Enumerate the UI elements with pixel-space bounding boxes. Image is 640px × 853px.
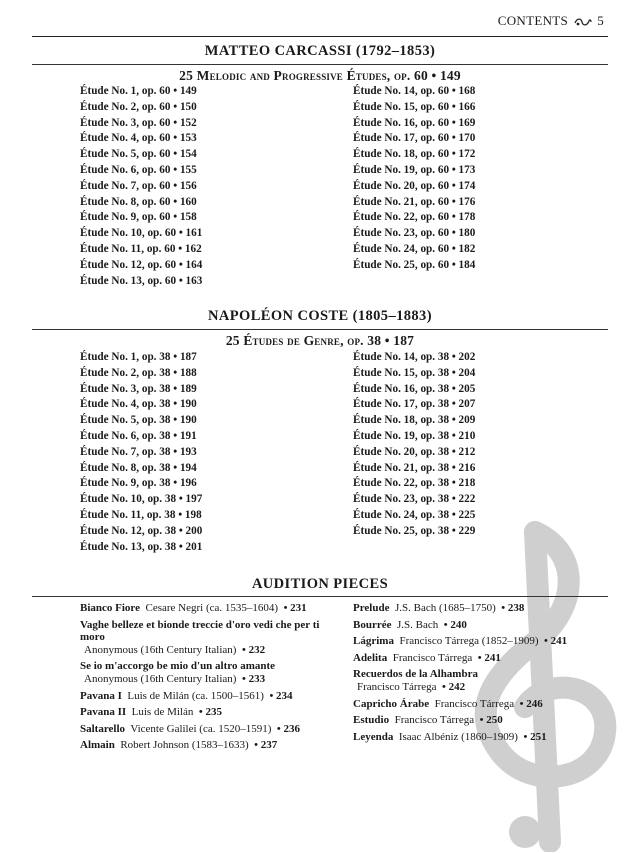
carcassi-left-list	[80, 84, 202, 289]
page-number: 5	[597, 13, 604, 28]
list-item: Étude No. 12, op. 38 • 200	[80, 524, 203, 537]
list-item: Almain Robert Johnson (1583–1633) • 237	[80, 739, 278, 752]
list-item: Adelita Francisco Tárrega • 241	[353, 651, 501, 664]
audition-right-list	[353, 602, 603, 747]
list-item: Étude No. 18, op. 60 • 172	[353, 148, 476, 161]
list-item: Étude No. 20, op. 38 • 212	[353, 445, 476, 458]
list-item: Étude No. 13, op. 60 • 163	[80, 274, 203, 287]
list-item: Étude No. 5, op. 38 • 190	[80, 414, 197, 427]
coste-left-list	[80, 350, 202, 555]
list-item: Leyenda Isaac Albéniz (1860–1909) • 251	[353, 730, 547, 743]
list-item: Recuerdos de la Alhambra Francisco Tárrega • 242	[353, 668, 478, 693]
coste-right-list	[353, 350, 475, 540]
list-item: Étude No. 11, op. 60 • 162	[80, 242, 202, 255]
carcassi-right-list	[353, 84, 475, 274]
list-item: Étude No. 19, op. 38 • 210	[353, 429, 476, 442]
list-item: Étude No. 14, op. 60 • 168	[353, 85, 476, 97]
list-item: Étude No. 2, op. 38 • 188	[80, 366, 197, 379]
list-item: Étude No. 15, op. 60 • 166	[353, 100, 476, 113]
list-item: Étude No. 25, op. 38 • 229	[353, 524, 476, 537]
list-item: Étude No. 1, op. 38 • 187	[80, 351, 197, 363]
audition-heading: AUDITION PIECES	[251, 576, 389, 592]
list-item: Étude No. 10, op. 38 • 197	[80, 493, 203, 506]
list-item: Pavana II Luis de Milán • 235	[80, 706, 222, 719]
list-item: Étude No. 4, op. 60 • 153	[80, 132, 197, 145]
list-item: Étude No. 5, op. 60 • 154	[80, 148, 197, 161]
flourish-icon	[574, 17, 592, 27]
list-item: Étude No. 16, op. 38 • 205	[353, 382, 476, 395]
list-item: Étude No. 20, op. 60 • 174	[353, 179, 476, 192]
list-item: Étude No. 9, op. 38 • 196	[80, 477, 197, 490]
audition-left-list	[80, 602, 342, 756]
list-item: Bourrée J.S. Bach • 240	[353, 618, 467, 631]
list-item: Étude No. 3, op. 60 • 152	[80, 116, 197, 129]
list-item: Étude No. 8, op. 38 • 194	[80, 461, 197, 474]
list-item: Étude No. 14, op. 38 • 202	[353, 351, 476, 363]
audition-rule	[32, 596, 608, 597]
list-item: Étude No. 6, op. 38 • 191	[80, 429, 197, 442]
list-item: Étude No. 18, op. 38 • 209	[353, 414, 476, 427]
list-item: Étude No. 22, op. 60 • 178	[353, 211, 476, 224]
list-item: Étude No. 7, op. 60 • 156	[80, 179, 197, 192]
header-label: CONTENTS	[497, 13, 569, 28]
list-item: Vaghe belleze et bionde treccie d'oro vedi che per ti moro Anonymous (16th Century Italian) • 232	[80, 618, 320, 656]
list-item: Étude No. 17, op. 60 • 170	[353, 132, 476, 145]
list-item: Étude No. 1, op. 60 • 149	[80, 85, 197, 97]
carcassi-subtitle: 25 Melodic and Progressive Études, op. 60 • 149	[179, 68, 461, 83]
list-item: Étude No. 11, op. 38 • 198	[80, 508, 202, 521]
list-item: Étude No. 8, op. 60 • 160	[80, 195, 197, 208]
list-item: Étude No. 10, op. 60 • 161	[80, 227, 203, 240]
list-item: Bianco Fiore Cesare Negri (ca. 1535–1604) • 231	[80, 602, 307, 614]
list-item: Étude No. 22, op. 38 • 218	[353, 477, 476, 490]
list-item: Étude No. 17, op. 38 • 207	[353, 398, 476, 411]
list-item: Saltarello Vicente Galilei (ca. 1520–1591) • 236	[80, 722, 301, 735]
list-item: Étude No. 7, op. 38 • 193	[80, 445, 197, 458]
list-item: Étude No. 25, op. 60 • 184	[353, 258, 476, 271]
list-item: Étude No. 9, op. 60 • 158	[80, 211, 197, 224]
list-item: Étude No. 21, op. 38 • 216	[353, 461, 476, 474]
list-item: Étude No. 24, op. 60 • 182	[353, 242, 476, 255]
list-item: Étude No. 15, op. 38 • 204	[353, 366, 476, 379]
carcassi-rule	[32, 64, 608, 65]
carcassi-heading: MATTEO CARCASSI (1792–1853)	[204, 43, 436, 59]
list-item: Étude No. 21, op. 60 • 176	[353, 195, 476, 208]
list-item: Estudio Francisco Tárrega • 250	[353, 714, 503, 727]
list-item: Étude No. 4, op. 38 • 190	[80, 398, 197, 411]
list-item: Étude No. 13, op. 38 • 201	[80, 540, 203, 553]
list-item: Étude No. 19, op. 60 • 173	[353, 163, 476, 176]
list-item: Étude No. 16, op. 60 • 169	[353, 116, 476, 129]
coste-rule	[32, 329, 608, 330]
list-item: Capricho Árabe Francisco Tárrega • 246	[353, 697, 543, 710]
list-item: Étude No. 3, op. 38 • 189	[80, 382, 197, 395]
list-item: Étude No. 24, op. 38 • 225	[353, 508, 476, 521]
list-item: Lágrima Francisco Tárrega (1852–1909) • 241	[353, 635, 568, 648]
list-item: Étude No. 23, op. 60 • 180	[353, 227, 476, 240]
coste-subtitle: 25 Études de Genre, op. 38 • 187	[225, 333, 415, 348]
list-item: Étude No. 6, op. 60 • 155	[80, 163, 197, 176]
coste-heading: NAPOLÉON COSTE (1805–1883)	[208, 308, 432, 324]
list-item: Prelude J.S. Bach (1685–1750) • 238	[353, 602, 525, 614]
list-item: Étude No. 23, op. 38 • 222	[353, 493, 476, 506]
page-header	[32, 0, 608, 37]
list-item: Étude No. 2, op. 60 • 150	[80, 100, 197, 113]
list-item: Se io m'accorgo be mio d'un altro amante Anonymous (16th Century Italian) • 233	[80, 660, 276, 685]
list-item: Pavana I Luis de Milán (ca. 1500–1561) • 234	[80, 689, 293, 702]
running-head	[498, 13, 604, 29]
list-item: Étude No. 12, op. 60 • 164	[80, 258, 203, 271]
